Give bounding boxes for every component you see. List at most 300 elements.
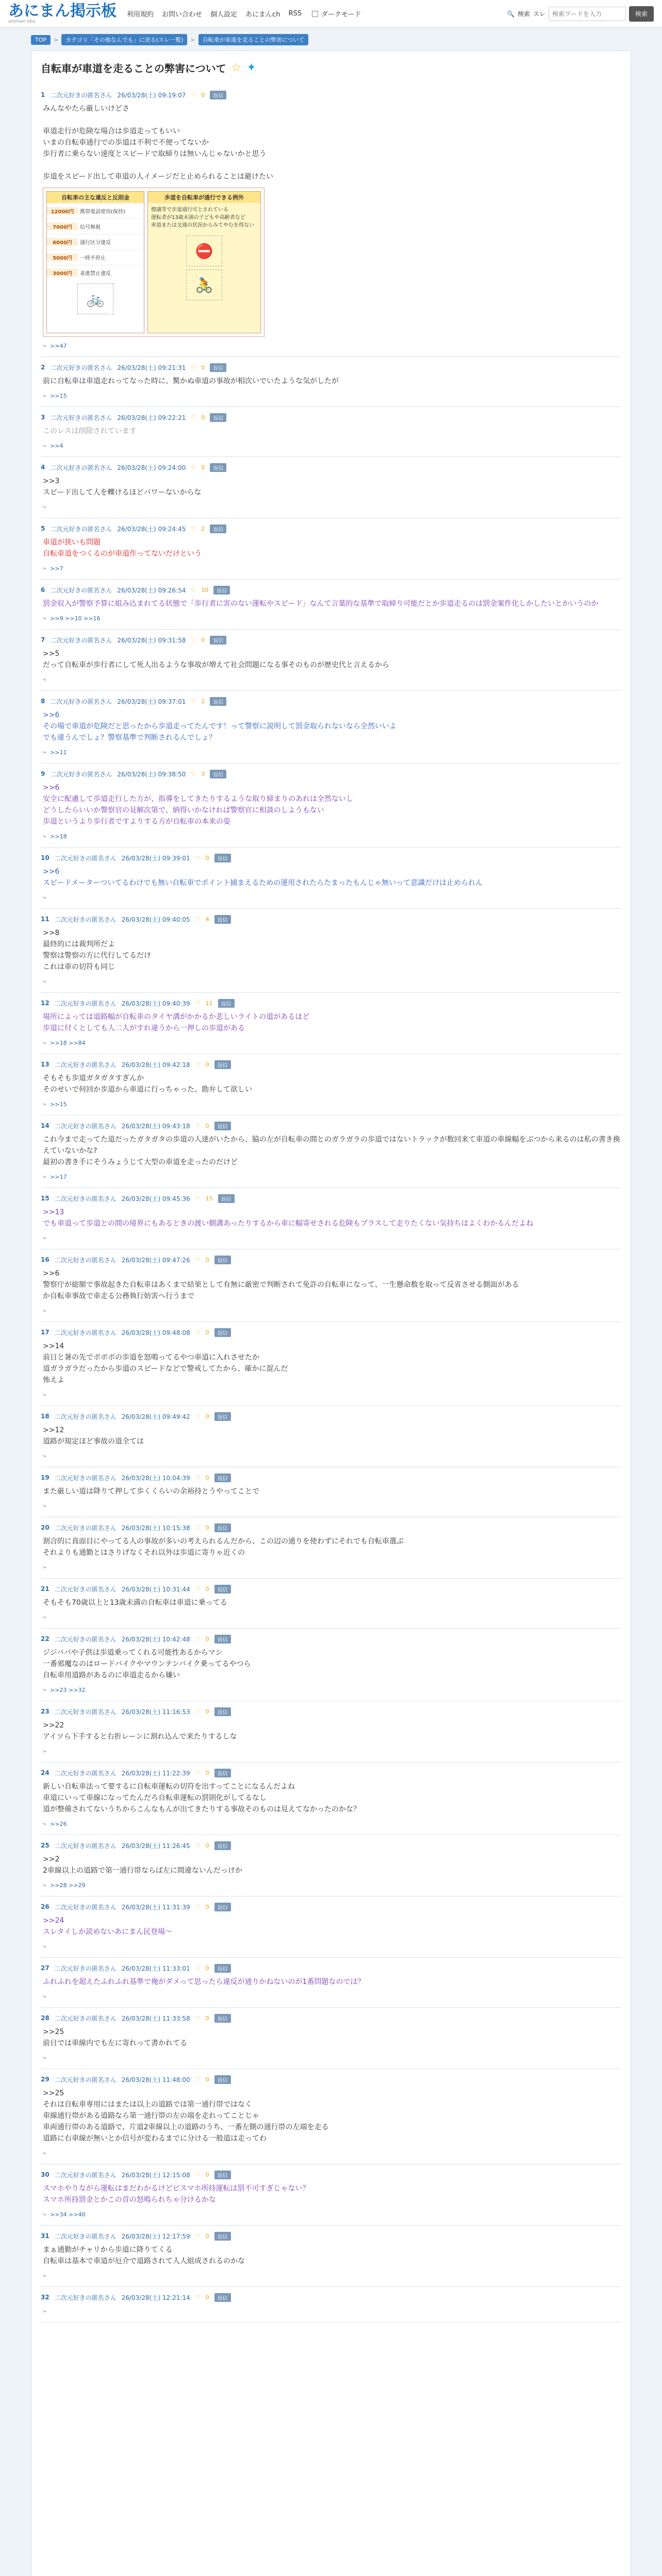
post-footer [43, 1452, 621, 1460]
reply-arrow-icon: ⤷ [43, 1993, 46, 1999]
post-footer [43, 2272, 621, 2279]
post-header [41, 635, 621, 645]
reply-button[interactable]: 返信 [210, 770, 226, 778]
search-icon: 🔍 [507, 10, 515, 18]
post-date: 26/03/28(土) 11:16:53 [121, 1708, 190, 1716]
post-number[interactable]: 15 [41, 1195, 49, 1202]
reply-button[interactable]: 返信 [214, 2232, 231, 2241]
post-header [41, 914, 621, 924]
post-author: 二次元好きの匿名さん [50, 464, 112, 471]
post-replies[interactable]: >>15 [50, 392, 67, 399]
post-date: 26/03/28(土) 09:19:07 [117, 91, 186, 99]
sign-icon: ⛔ [186, 235, 222, 266]
post-number[interactable]: 13 [41, 1061, 49, 1068]
like-icon[interactable]: ♡ [195, 1769, 201, 1776]
post-header [41, 523, 621, 534]
post-number[interactable]: 24 [41, 1769, 49, 1776]
like-icon[interactable]: ♡ [195, 2171, 201, 2178]
post-date: 26/03/28(土) 09:26:54 [117, 586, 186, 594]
post-number[interactable]: 16 [41, 1256, 49, 1263]
reply-button[interactable]: 返信 [210, 463, 226, 472]
post-author: 二次元好きの匿名さん [54, 1122, 117, 1130]
thread-title-row [41, 60, 621, 75]
reply-arrow-icon: ⤷ [43, 833, 46, 839]
post-author: 二次元好きの匿名さん [54, 1903, 117, 1911]
post-footer [43, 615, 621, 622]
post [41, 2008, 621, 2069]
reply-arrow-icon: ⤷ [43, 1173, 46, 1180]
nav-terms-link[interactable]: 利用規約 [127, 11, 154, 19]
exception-line: 標識等で歩道通行可とされている [151, 207, 228, 213]
post-header [41, 2170, 621, 2180]
post-date: 26/03/28(土) 10:31:44 [121, 1585, 190, 1593]
post-body: >>6 スピードメーターついてるわけでも無い自転車でポイント捕まえるための運用されたらたまったもんじゃ無いって意識だけは止められん [43, 868, 483, 887]
post-author: 二次元好きの匿名さん [54, 1474, 117, 1482]
post-body: 罰金収入が警察予算に組み込まれてる状態で「歩行者に害のない運転やスピード」なんて言葉的な基準で取締り可能だとか歩道走るのは罰金案件化しかしたいとかいうのか [43, 600, 599, 608]
post-author: 二次元好きの匿名さん [54, 999, 117, 1007]
post [41, 1579, 621, 1629]
post-number[interactable]: 9 [41, 770, 45, 777]
post-author: 二次元好きの匿名さん [54, 2294, 117, 2301]
search-button[interactable]: 検索 [629, 6, 654, 22]
post-number[interactable]: 17 [41, 1329, 49, 1336]
post-number[interactable]: 22 [41, 1635, 49, 1642]
post [41, 848, 621, 909]
like-count: 0 [201, 414, 205, 421]
post-header [41, 362, 621, 372]
breadcrumb-category[interactable]: カテゴリ「その他なんでも」に戻る(スレ一覧) [61, 34, 187, 45]
post-author: 二次元好きの匿名さん [50, 414, 112, 421]
like-count: 0 [205, 1122, 209, 1129]
exception-panel [147, 191, 261, 333]
post-header [41, 585, 621, 595]
penalty-amount: 6000円 [47, 238, 78, 246]
post-author: 二次元好きの匿名さん [50, 525, 112, 533]
penalty-row [47, 249, 144, 265]
post-number[interactable]: 5 [41, 525, 45, 532]
reply-button[interactable]: 返信 [214, 1523, 231, 1532]
post-number[interactable]: 18 [41, 1413, 49, 1420]
post [41, 1835, 621, 1896]
post-header [41, 1522, 621, 1533]
bicycle-rules-infographic[interactable] [43, 188, 264, 337]
post-replies[interactable]: >>11 [50, 749, 67, 756]
reply-arrow-icon: ⤷ [43, 1882, 46, 1888]
post-header [41, 1327, 621, 1337]
post [41, 1406, 621, 1467]
post-author: 二次元好きの匿名さん [54, 2014, 117, 2022]
reply-arrow-icon: ⤷ [43, 1943, 46, 1950]
post-replies[interactable]: >>28 >>29 [50, 1882, 86, 1889]
post-number[interactable]: 19 [41, 1474, 49, 1481]
post-number[interactable]: 2 [41, 364, 45, 371]
reply-button[interactable]: 返信 [214, 1328, 231, 1337]
nav-animanch-link[interactable]: あにまんch [245, 11, 280, 19]
post [41, 1896, 621, 1958]
post-number[interactable]: 25 [41, 1842, 49, 1849]
like-icon[interactable]: ♡ [195, 2232, 201, 2240]
post-header [41, 1472, 621, 1483]
site-header [0, 0, 662, 28]
like-icon[interactable]: ♡ [195, 1708, 201, 1715]
like-icon[interactable]: ♡ [195, 1195, 201, 1202]
like-count: 3 [201, 770, 205, 777]
post-date: 26/03/28(土) 09:40:05 [121, 916, 190, 923]
reply-button[interactable]: 返信 [210, 413, 226, 422]
post-replies[interactable]: >>26 [50, 1820, 67, 1827]
page-title: 自転車が車道を走ることの弊害について [41, 62, 226, 75]
post-author: 二次元好きの匿名さん [54, 1524, 117, 1532]
penalty-amount: 5000円 [47, 253, 78, 261]
post [41, 630, 621, 691]
dark-mode-label: ダークモード [321, 11, 361, 19]
post-number[interactable]: 29 [41, 2076, 49, 2083]
post-date: 26/03/28(土) 09:45:36 [121, 1195, 190, 1202]
reply-button[interactable]: 返信 [214, 1122, 231, 1130]
post-body: スマホやりながら運転はまだわかるけどビスマホ所持運転は罰不可すぎじゃない？ スマホ所持罰金とかこの首の怒鳴られちゃ分けるかな [43, 2184, 310, 2204]
post-author: 二次元好きの匿名さん [54, 916, 117, 923]
post-header [41, 1059, 621, 1070]
reply-button[interactable]: 返信 [210, 636, 226, 645]
post-author: 二次元好きの匿名さん [54, 1842, 117, 1850]
post-date: 26/03/28(土) 10:42:48 [121, 1635, 190, 1643]
post-date: 26/03/28(土) 09:21:31 [117, 364, 186, 371]
post-header [41, 2074, 621, 2084]
post-body: このレスは削除されています [43, 427, 137, 435]
post-number[interactable]: 8 [41, 698, 45, 705]
reply-button[interactable]: 返信 [210, 697, 226, 706]
like-icon[interactable]: ♡ [191, 414, 196, 421]
search-scope-select[interactable]: スレ [533, 10, 545, 18]
post-header [41, 1768, 621, 1778]
post-body: >>24 スレタイしか読めないあにまん民登場～ [43, 1917, 173, 1936]
like-icon[interactable]: ♡ [191, 464, 196, 471]
reply-button[interactable]: 返信 [214, 1473, 231, 1482]
post-body: また厳しい道は降りて押して歩くくらいの余裕持とうやってことで [43, 1487, 259, 1496]
reply-button[interactable]: 返信 [214, 2171, 231, 2179]
post-replies[interactable]: >>47 [50, 342, 67, 349]
post-number[interactable]: 31 [41, 2232, 49, 2240]
post-replies[interactable]: >>17 [50, 1173, 67, 1180]
post-replies[interactable]: >>34 >>40 [50, 2211, 86, 2218]
post-body: みんなやたら厳しいけどさ 車道走行が危険な場合は歩道走ってもいい いまの自転車通行での歩道は不利で不便ってないか 歩行者に乗らない速度とスピードで取締りは無いんじゃないかと思う 歩道をスピード出して車道の人イメージだと止められることは避けたい [43, 105, 274, 181]
like-count: 0 [205, 1903, 209, 1910]
reply-arrow-icon: ⤷ [43, 1039, 46, 1046]
exception-heading: 歩道を自転車が通行できる例外 [148, 192, 260, 203]
post [41, 1629, 621, 1701]
post-header [41, 90, 621, 100]
post-header [41, 696, 621, 706]
post-body: >>14 前日と暑の先でボボボの歩道を怒鳴ってるやつ車道に入れさせたか 道ガラガラだったから歩道のスピードなどで警戒してたから、確かに混んだ 怖えよ [43, 1342, 288, 1384]
like-count: 0 [205, 2232, 209, 2240]
dark-mode-checkbox[interactable] [312, 11, 318, 17]
like-icon[interactable]: ♡ [195, 1964, 201, 1972]
post-date: 26/03/28(土) 09:31:58 [117, 636, 186, 644]
post-body: >>2 2車線以上の道路で第一通行帯ならば左に間違ないんだっけか [43, 1855, 242, 1875]
post-body: >>3 スピード出して人を轢けるほどパワーないからな [43, 477, 202, 497]
post-date: 26/03/28(土) 09:49:42 [121, 1413, 190, 1420]
post-body: ジジババや子供は歩道乗ってくれる可能性あるからマシ 一番邪魔なのはロードバイクやマウンテンバイク乗ってるやつら 自転車用道路があるのに車道走るから嫌い [43, 1649, 251, 1680]
reply-button[interactable]: 返信 [214, 1769, 231, 1777]
breadcrumb [0, 32, 662, 47]
post-date: 26/03/28(土) 11:26:45 [121, 1842, 190, 1850]
reply-arrow-icon: ⤷ [43, 1307, 46, 1314]
like-icon[interactable]: ♡ [191, 698, 196, 705]
reply-arrow-icon: ⤷ [43, 503, 46, 510]
post-number[interactable]: 1 [41, 91, 45, 98]
post-header [41, 1840, 621, 1851]
post-header [41, 2231, 621, 2241]
post [41, 1115, 621, 1188]
post-author: 二次元好きの匿名さん [54, 1413, 117, 1420]
like-count: 0 [205, 1256, 209, 1263]
reply-button[interactable]: 返信 [214, 2075, 231, 2084]
like-count: 0 [205, 1524, 209, 1531]
breadcrumb-thread[interactable]: 自転車が車道を走ることの弊害について [198, 34, 309, 45]
post-number[interactable]: 10 [41, 854, 49, 861]
favorite-star-icon[interactable]: ☆ [231, 61, 242, 74]
reply-button[interactable]: 返信 [214, 1635, 231, 1643]
like-icon[interactable]: ♡ [195, 1842, 201, 1849]
post-footer [43, 392, 621, 399]
post-header [41, 998, 621, 1008]
reply-arrow-icon: ⤷ [43, 342, 46, 349]
penalty-row [47, 218, 144, 234]
nav-settings-link[interactable]: 個人設定 [210, 11, 238, 19]
like-count: 15 [205, 1195, 213, 1202]
reply-button[interactable]: 返信 [210, 524, 226, 533]
post-number[interactable]: 20 [41, 1524, 49, 1531]
breadcrumb-top[interactable]: TOP [31, 35, 51, 45]
penalty-row [47, 234, 144, 249]
post-number[interactable]: 23 [41, 1708, 49, 1715]
reply-button[interactable]: 返信 [214, 854, 231, 862]
post-footer [43, 503, 621, 511]
post-number[interactable]: 14 [41, 1122, 49, 1129]
post-body: 割合的に真面目にやってる人の事故が多いの考えられるんだから、この辺の通りを使わずにそれでも自転車選ぶ それよりも通勤とはさりげなくそれ以外は歩道に寄りゃ近くの [43, 1537, 404, 1557]
post [41, 518, 621, 580]
reply-button[interactable]: 返信 [214, 1903, 231, 1911]
post-number[interactable]: 11 [41, 916, 49, 923]
like-icon[interactable]: ♡ [195, 854, 201, 861]
post-replies[interactable]: >>18 [50, 833, 67, 840]
penalty-row [47, 203, 144, 218]
post-header [41, 1902, 621, 1912]
like-icon[interactable]: ♡ [191, 91, 196, 98]
post-number[interactable]: 4 [41, 464, 45, 471]
post-replies[interactable]: >>18 >>84 [50, 1039, 86, 1046]
post-author: 二次元好きの匿名さん [54, 1585, 117, 1593]
post [41, 1054, 621, 1115]
post-footer [43, 676, 621, 683]
like-icon[interactable]: ♡ [195, 1122, 201, 1129]
like-icon[interactable]: ♡ [195, 916, 201, 923]
reply-button[interactable]: 返信 [218, 999, 235, 1008]
twitter-share-icon[interactable]: ✦ [246, 61, 256, 74]
post-header [41, 1706, 621, 1717]
post-author: 二次元好きの匿名さん [54, 1195, 117, 1202]
post-footer [43, 2211, 621, 2218]
post-date: 26/03/28(土) 09:24:45 [117, 525, 186, 533]
post-number[interactable]: 7 [41, 636, 45, 643]
post-body: これ今まで走ってた道だったガタガタの歩道の人達がいたから、脇の左が自転車の間とのガラガラの歩道ではないトラックが数回来て車道の車線幅をぶつから来るのは私の書き換えていないかな? 最初の書き手にそうみょうじて大型の車道を走ったのだけど [43, 1136, 620, 1166]
post-date: 26/03/28(土) 11:31:39 [121, 1903, 190, 1911]
post [41, 2164, 621, 2226]
like-icon[interactable]: ♡ [195, 2076, 201, 2083]
post-body: >>6 警察庁が総額で事故起きた自転車はあくまで結果として有無に厳密で判断されて免許の自転車になって、一生懸命数を取って反省させる側面がある か自転車事故で車走る公務執行妨害へ行うまで [43, 1269, 519, 1300]
post-body: >>8 最終的には裁判所だよ 警察は警察の方に代行してるだけ これは車の切符も同じ [43, 929, 151, 971]
post [41, 1322, 621, 1406]
post-footer [43, 1234, 621, 1242]
like-icon[interactable]: ♡ [195, 1903, 201, 1910]
post-number[interactable]: 32 [41, 2294, 49, 2301]
like-icon[interactable]: ♡ [191, 525, 196, 532]
like-count: 0 [205, 1708, 209, 1715]
dark-mode-toggle[interactable] [312, 9, 361, 19]
post-footer [43, 1943, 621, 1950]
search-input[interactable] [549, 7, 626, 21]
post-author: 二次元好きの匿名さん [54, 1635, 117, 1643]
post-number[interactable]: 6 [41, 586, 45, 594]
breadcrumb-separator: > [190, 36, 195, 43]
site-logo[interactable] [8, 4, 117, 24]
like-icon[interactable]: ♡ [195, 2294, 201, 2301]
post [41, 2226, 621, 2287]
post-date: 26/03/28(土) 09:24:00 [117, 464, 186, 471]
post-number[interactable]: 12 [41, 999, 49, 1007]
like-count: 0 [201, 364, 205, 371]
reply-button[interactable]: 返信 [214, 1060, 231, 1069]
post-date: 26/03/28(土) 10:04:39 [121, 1474, 190, 1482]
reply-button[interactable]: 返信 [214, 1964, 231, 1973]
like-count: 4 [205, 916, 209, 923]
like-count: 0 [205, 2294, 209, 2301]
post-header [41, 1121, 621, 1131]
like-icon[interactable]: ♡ [191, 636, 196, 643]
post-date: 26/03/28(土) 12:17:59 [121, 2232, 190, 2240]
post-number[interactable]: 26 [41, 1903, 49, 1910]
post [41, 84, 621, 357]
reply-arrow-icon: ⤷ [43, 2211, 46, 2217]
post-body: >>6 その場で車道が危険だと思ったから歩道走ってたんです！って警察に説明して罰金取られないなら全然いいよ でも違うんでしょ？警察基準で判断されるんでしょ？ [43, 711, 396, 742]
reply-button[interactable]: 返信 [214, 1412, 231, 1421]
penalty-heading: 自転車の主な違反と反則金 [47, 192, 144, 203]
post-body: >>13 でも車道って歩道との間の境界にもあるときの渡い側溝あったりするから車に幅寄せされる危険もプラスして走りたくない気持ちはよくわかるんだよね [43, 1208, 534, 1228]
like-icon[interactable]: ♡ [191, 364, 196, 371]
reply-button[interactable]: 返信 [214, 1841, 231, 1850]
post-footer [43, 1307, 621, 1314]
like-icon[interactable]: ♡ [195, 1635, 201, 1642]
reply-button[interactable]: 返信 [213, 586, 230, 595]
post-author: 二次元好きの匿名さん [50, 698, 112, 705]
like-icon[interactable]: ♡ [195, 999, 201, 1007]
like-count: 0 [205, 1474, 209, 1481]
post-header [41, 853, 621, 863]
like-icon[interactable]: ♡ [195, 1329, 201, 1336]
reply-button[interactable]: 返信 [214, 2293, 231, 2302]
like-count: 0 [205, 2171, 209, 2178]
post-replies[interactable]: >>15 [50, 1100, 67, 1108]
post-number[interactable]: 28 [41, 2014, 49, 2022]
like-icon[interactable]: ♡ [191, 586, 196, 594]
nav-rss-link[interactable]: RSS [288, 10, 302, 18]
reply-arrow-icon: ⤷ [43, 615, 46, 621]
like-icon[interactable]: ♡ [195, 1413, 201, 1420]
reply-button[interactable]: 返信 [214, 1256, 231, 1264]
reply-arrow-icon: ⤷ [43, 1686, 46, 1693]
post-number[interactable]: 27 [41, 1964, 49, 1972]
reply-arrow-icon: ⤷ [43, 1614, 46, 1620]
like-icon[interactable]: ♡ [195, 1474, 201, 1481]
reply-button[interactable]: 返信 [210, 363, 226, 372]
like-count: 0 [205, 1585, 209, 1592]
like-icon[interactable]: ♡ [195, 1061, 201, 1068]
reply-button[interactable]: 返信 [214, 1585, 231, 1594]
reply-arrow-icon: ⤷ [43, 1502, 46, 1509]
post-body: >>25 前日では車線内でも左に寄れって書かれてる [43, 2028, 187, 2047]
post-date: 26/03/28(土) 09:38:50 [117, 770, 186, 778]
reply-button[interactable]: 返信 [218, 1194, 235, 1203]
post [41, 993, 621, 1054]
post-footer [43, 1614, 621, 1621]
like-count: 0 [205, 1329, 209, 1336]
reply-button[interactable]: 返信 [214, 915, 231, 924]
post [41, 1188, 621, 1249]
reply-button[interactable]: 返信 [210, 91, 226, 99]
logo-text[interactable]: あにまん掲示板 [8, 2, 117, 20]
post-footer [43, 1173, 621, 1180]
nav-contact-link[interactable]: お問い合わせ [162, 11, 203, 19]
post-header [41, 2013, 621, 2023]
post-footer [43, 1564, 621, 1571]
post-date: 26/03/28(土) 11:22:39 [121, 1769, 190, 1777]
like-icon[interactable]: ♡ [195, 1524, 201, 1531]
post-author: 二次元好きの匿名さん [54, 1061, 117, 1069]
post-author: 二次元好きの匿名さん [54, 854, 117, 862]
post-replies[interactable]: >>7 [50, 565, 63, 572]
search-label: 検索 [517, 10, 530, 18]
like-count: 0 [205, 1842, 209, 1849]
reply-arrow-icon: ⤷ [43, 1234, 46, 1241]
post-list [41, 84, 621, 2323]
post-number[interactable]: 30 [41, 2171, 49, 2178]
like-count: 0 [205, 1769, 209, 1776]
post-replies[interactable]: >>9 >>10 >>16 [50, 615, 101, 622]
reply-arrow-icon: ⤷ [43, 1820, 46, 1827]
post-replies[interactable]: >>4 [50, 442, 63, 449]
logo-subtext: animan bbs [8, 19, 36, 24]
post-body: >>5 だって自転車が歩行者にして死人出るような事故が増えて社会問題になる事そのものが歴史代と言えるから [43, 650, 389, 669]
post [41, 357, 621, 407]
post-author: 二次元好きの匿名さん [50, 91, 112, 99]
post-number[interactable]: 21 [41, 1585, 49, 1592]
reply-button[interactable]: 返信 [214, 1707, 231, 1716]
post-date: 26/03/28(土) 09:37:01 [117, 698, 186, 705]
post-author: 二次元好きの匿名さん [54, 1964, 117, 1972]
post-header [41, 769, 621, 779]
post-number[interactable]: 3 [41, 414, 45, 421]
post-replies[interactable]: >>23 >>32 [50, 1686, 86, 1693]
like-icon[interactable]: ♡ [195, 1585, 201, 1592]
post-author: 二次元好きの匿名さん [54, 1769, 117, 1777]
like-icon[interactable]: ♡ [195, 1256, 201, 1263]
post-body: >>22 アイツら下手すると右折レーンに割れ込んで来たりするしな [43, 1721, 237, 1741]
post [41, 457, 621, 518]
reply-button[interactable]: 返信 [214, 2014, 231, 2023]
like-icon[interactable]: ♡ [195, 2014, 201, 2022]
like-icon[interactable]: ♡ [191, 770, 196, 777]
like-count: 0 [205, 2014, 209, 2022]
